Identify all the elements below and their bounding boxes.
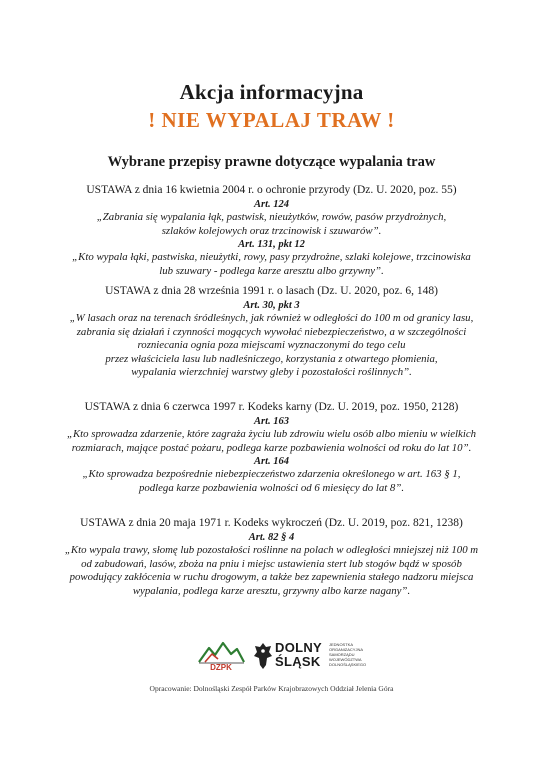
law-section-nature-protection [40,183,503,278]
article-ref: Art. 131, pkt 12 [238,239,305,250]
article-ref: Art. 163 [253,416,289,427]
article-text-line: powodujący zakłócenia w ruchu drogowym, a także bez zapewnienia stałego nadzoru miejsca [69,571,474,583]
page-title: Akcja informacyjna [179,80,364,104]
dzpk-logo-text: DZPK [210,663,232,672]
article-text-line: wypalania, podlega karze aresztu, grzywny albo karze nagany”. [132,584,411,597]
law-section-forests [40,284,503,380]
article-text-line: rozmiarach, mające postać pożaru, podlega karze pozbawienia wolności od roku do lat 10”. [71,441,472,454]
article-text-line: rozniecania ognia poza miejscami wyznaczonymi do tego celu [137,339,406,351]
article-text-line: „Zabrania się wypalania łąk, pastwisk, nieużytków, rowów, pasów przydrożnych, [96,211,447,223]
organization-note: JEDNOSTKA ORGANIZACYJNA SAMORZĄDU WOJEWÓDZTWA DOLNOŚLĄSKIEGO [329,642,367,667]
section-subtitle: Wybrane przepisy prawne dotyczące wypalania traw [107,154,436,170]
eagle-crest-icon [253,641,273,671]
dzpk-logo [196,638,246,674]
article-text-line: wypalania wierzchniej warstwy gleby i pozostałości roślinnych”. [131,366,412,378]
wordmark-line2: ŚLĄSK [275,654,321,669]
article-text-line: podlega karze pozbawienia wolności od 6 miesięcy do lat 8”. [138,481,405,494]
article-text-line: „W lasach oraz na terenach śródleśnych, jak również w odległości do 100 m od granicy lasu, [69,312,474,324]
article-text-line: „Kto sprowadza zdarzenie, które zagraża życiu lub zdrowiu wielu osób albo mieniu w wielkich [66,428,477,440]
article-ref: Art. 82 § 4 [248,532,295,543]
article-ref: Art. 164 [253,456,289,467]
law-section-penal-code [40,400,503,495]
law-heading: USTAWA z dnia 20 maja 1971 r. Kodeks wykroczeń (Dz. U. 2019, poz. 821, 1238) [80,517,463,529]
logo-bar [0,636,543,676]
article-text-line: „Kto sprowadza bezpośrednie niebezpieczeństwo zdarzenia określonego w art. 163 § 1, [82,468,461,480]
article-text-line: od zabudowań, lasów, zboża na pniu i miejsc ustawienia stert lub stogów bądź w sposób [81,557,462,570]
article-text-line: zabrania się działań i czynności mogących wywołać niebezpieczeństwo, a w szczególności [76,325,467,338]
article-text-line: przez właściciela lasu lub nadleśniczego, korzystania z otwartego płomienia, [105,352,438,365]
law-heading: USTAWA z dnia 16 kwietnia 2004 r. o ochronie przyrody (Dz. U. 2020, poz. 55) [86,184,457,196]
dolny-slask-logo [253,638,367,674]
dolny-slask-wordmark [275,641,322,669]
article-ref: Art. 124 [253,199,289,210]
article-text-line: lub szuwary - podlega karze aresztu albo grzywny”. [159,264,384,277]
article-text-line: szlaków kolejowych oraz trzcinowisk i szuwarów”. [161,224,382,237]
law-heading: USTAWA z dnia 6 czerwca 1997 r. Kodeks karny (Dz. U. 2019, poz. 1950, 2128) [84,401,459,413]
article-text-line: „Kto wypala trawy, słomę lub pozostałości roślinne na polach w odległości mniejszej niż 100 m [64,544,479,556]
credit-line: Opracowanie: Dolnośląski Zespół Parków Krajobrazowych Oddział Jelenia Góra [149,684,394,693]
wordmark-line1: DOLNY [275,640,322,655]
article-ref: Art. 30, pkt 3 [243,300,300,311]
law-section-petty-offences-code [40,516,503,598]
article-text-line: „Kto wypala łąki, pastwiska, nieużytki, rowy, pasy przydrożne, szlaki kolejowe, trzcinowiska [72,251,471,263]
law-heading: USTAWA z dnia 28 września 1991 r. o lasach (Dz. U. 2020, poz. 6, 148) [105,285,438,297]
campaign-headline: ! NIE WYPALAJ TRAW ! [148,108,395,132]
